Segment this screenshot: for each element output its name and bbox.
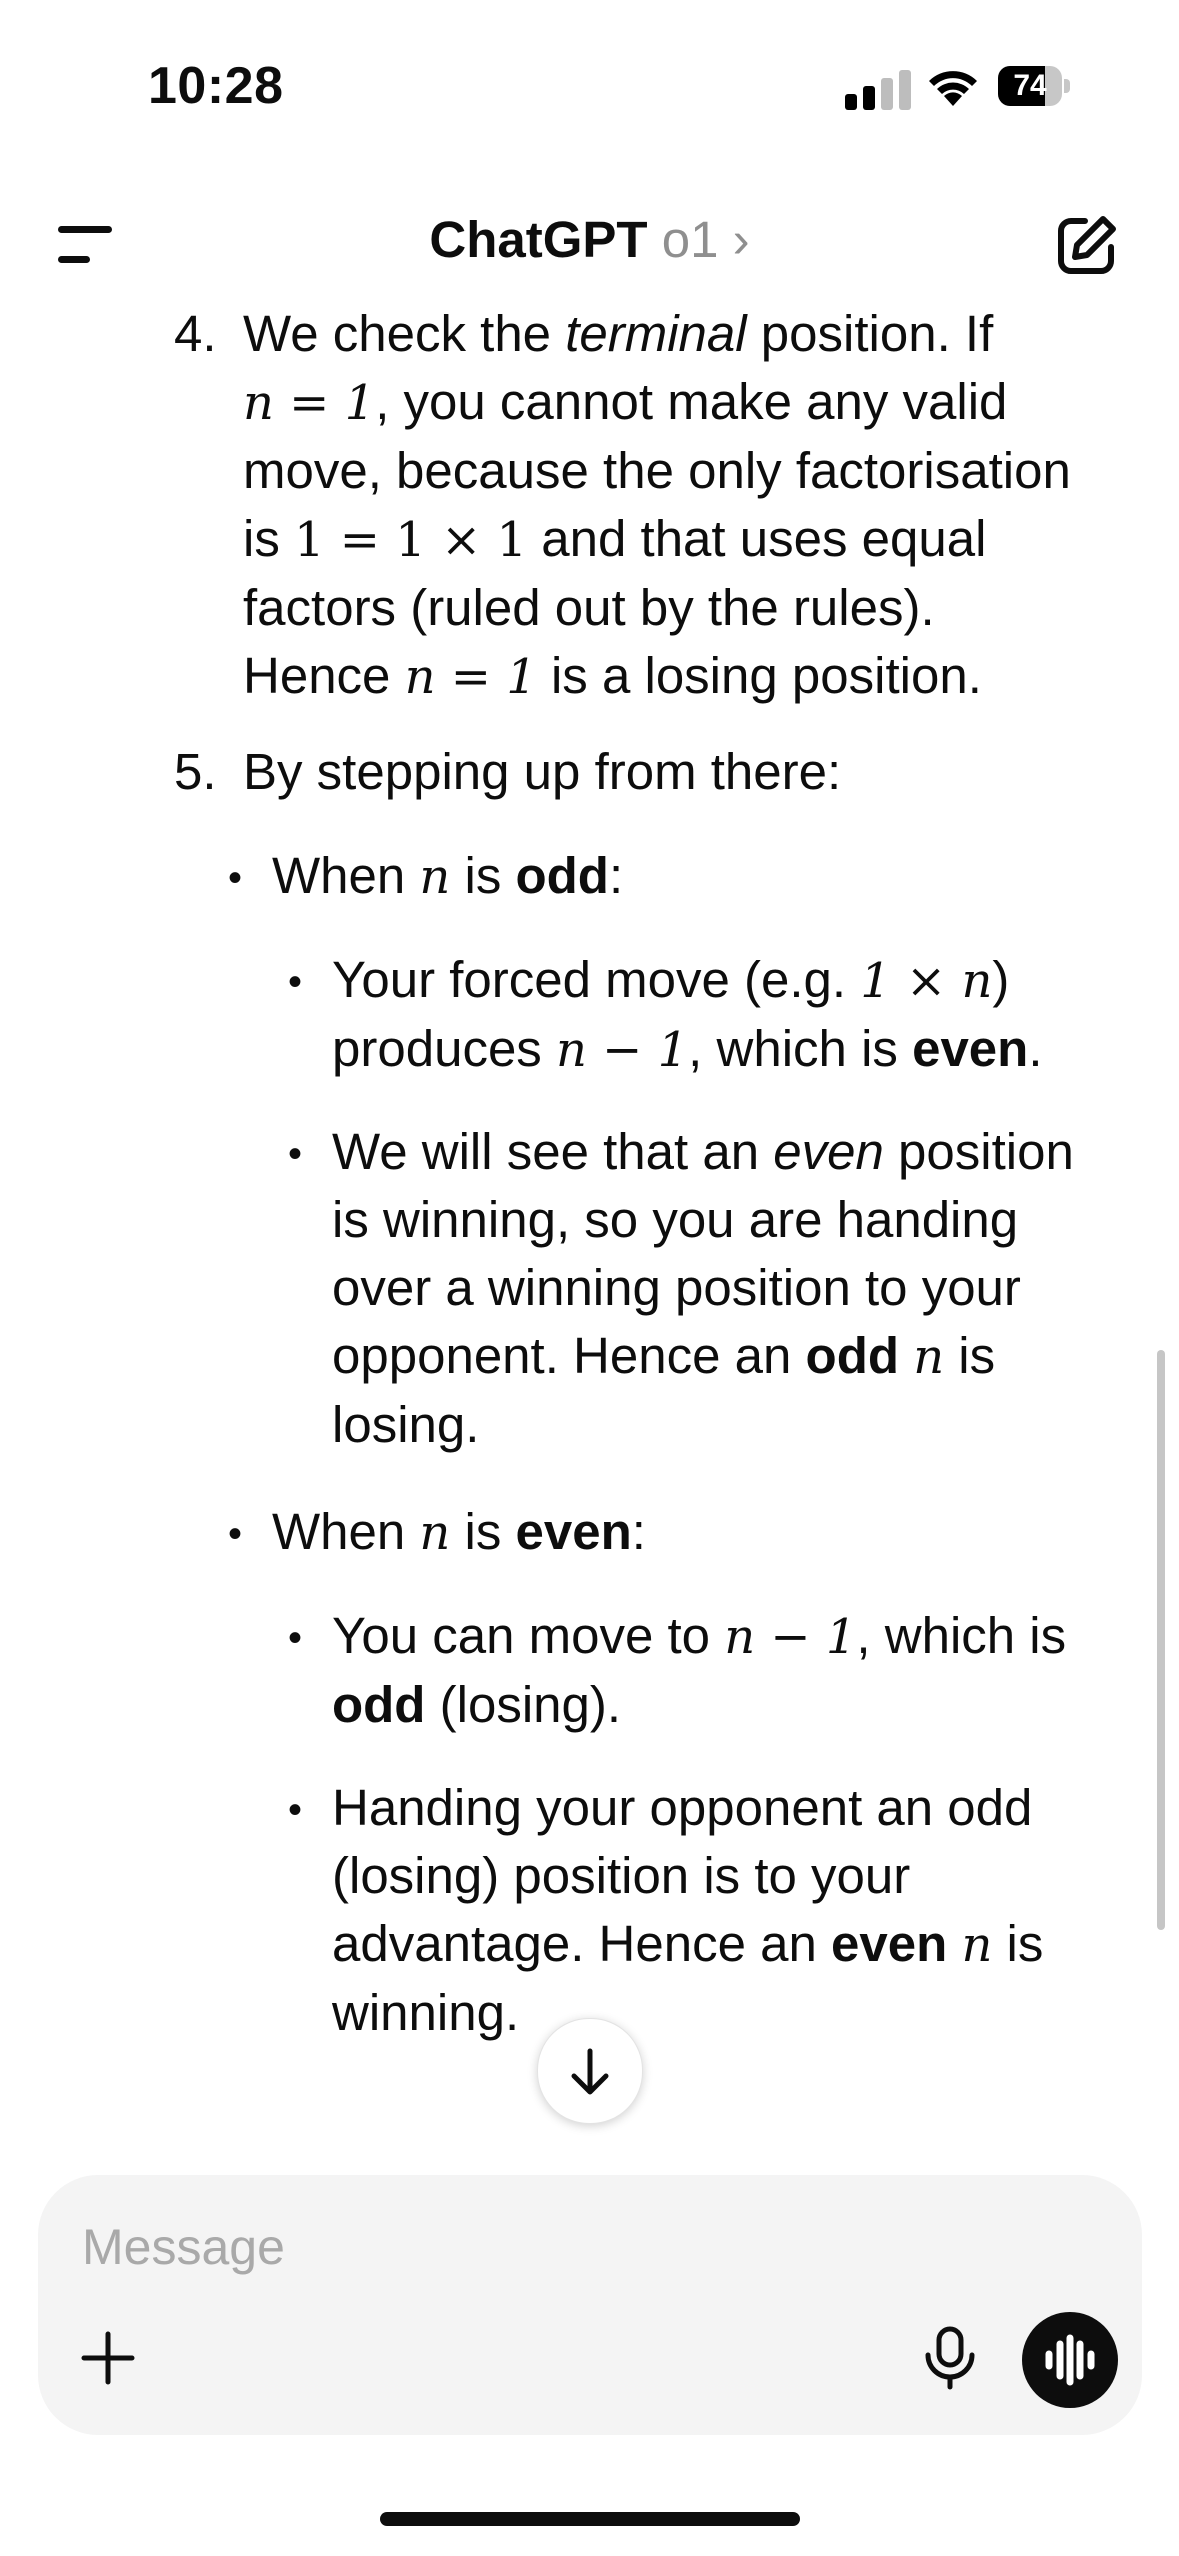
wifi-icon (925, 62, 981, 108)
app-title: ChatGPT (429, 211, 648, 268)
microphone-icon[interactable] (920, 2325, 980, 2391)
assistant-message (0, 300, 1179, 2160)
bullet: • (228, 1512, 243, 1556)
bullet: • (288, 1788, 303, 1832)
list-item-text: By stepping up from there: (243, 743, 842, 800)
list-item-text: We check the terminal position. If n = 1, you cannot make any valid move, because the only factorisation is 1 = 1 × 1 and that uses equal factors (ruled out by the rules). Hence n = 1 is a losing position. (243, 305, 1071, 705)
bullet: • (288, 960, 303, 1004)
voice-mode-button[interactable] (1022, 2312, 1118, 2408)
model-name: o1 (661, 211, 719, 268)
battery-icon (998, 66, 1070, 106)
list-number: 4. (174, 305, 217, 362)
home-indicator (380, 2512, 800, 2526)
chevron-right-icon: › (732, 211, 750, 268)
bullet-odd-heading: When n is odd: (272, 847, 624, 905)
message-composer[interactable] (38, 2175, 1142, 2435)
new-chat-icon[interactable] (1055, 213, 1119, 277)
bullet: • (228, 856, 243, 900)
bullet-even-heading: When n is even: (272, 1503, 646, 1561)
status-bar (0, 0, 1179, 170)
list-number: 5. (174, 743, 217, 800)
model-selector[interactable] (0, 210, 1179, 269)
scroll-to-bottom-button[interactable] (537, 2018, 643, 2124)
battery-level: 74 (1013, 69, 1047, 102)
bullet-even-winning: Handing your opponent an odd (losing) position is to your advantage. Hence an even n is winning. (332, 1779, 1044, 2041)
message-input[interactable]: Message (82, 2219, 285, 2275)
bullet: • (288, 1132, 303, 1176)
scrollbar[interactable] (1157, 1350, 1165, 1930)
bullet: • (288, 1616, 303, 1660)
cellular-signal-icon (845, 66, 925, 110)
bullet-odd-forced-move: Your forced move (e.g. 1 × n) produces n − 1, which is even. (332, 951, 1043, 1078)
status-time: 10:28 (148, 57, 284, 115)
bullet-odd-losing: We will see that an even position is winning, so you are handing over a winning position to your opponent. Hence an odd n is losing. (332, 1123, 1074, 1453)
arrow-down-icon (538, 2019, 642, 2123)
waveform-icon (1022, 2312, 1118, 2408)
bullet-even-move: You can move to n − 1, which is odd (losing). (332, 1607, 1067, 1733)
plus-icon[interactable] (80, 2330, 136, 2386)
